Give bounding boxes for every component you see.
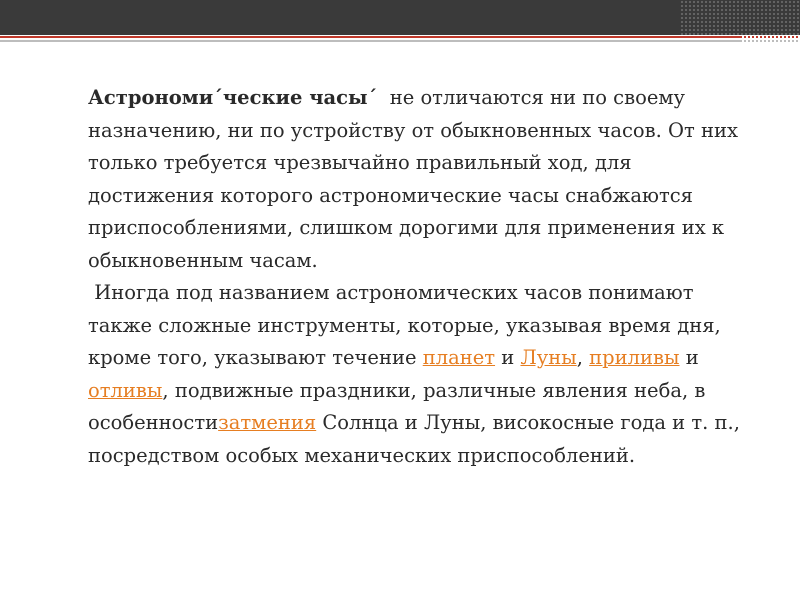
conjunction-and-2: и [685,346,699,369]
grey-rule-dots [740,40,800,42]
link-eclipses[interactable]: затмения [218,411,317,434]
paragraph-2-start: Иногда под названием астрономических часов понимают также сложные инструменты, которые, указывая время дня, кроме того, указывают течение [88,281,721,369]
paragraph-2: Иногда под названием астрономических часов понимают также сложные инструменты, которые, указывая время дня, кроме того, указывают течение планет и Луны, приливы и отливы, подвижные праздники, различные явления неба, в особенностизатмения Солнца и Луны, високосные года и т. п., посредством особых механических приспособлений. [88,281,740,467]
paragraph-2-end: Солнца и Луны, високосные года и т. п., посредством особых механических приспособлений. [88,411,740,467]
paragraph-1 [88,82,748,277]
paragraph-2-middle: подвижные праздники, различные явления неба, в особенности [88,378,706,434]
slide-top-bar [0,0,800,35]
link-planets[interactable]: планет [422,346,496,369]
link-low-tides[interactable]: отливы [88,378,163,402]
red-rule-dots [740,36,800,38]
link-high-tides[interactable]: приливы [589,346,680,369]
link-moon[interactable]: Луны [520,346,577,369]
red-accent-rule [0,36,800,38]
slide-body-text [88,82,748,472]
conjunction-and-1: и [501,346,515,369]
term-title: Астрономи´ческие часы´ [88,86,378,109]
grey-accent-rule [0,40,800,42]
top-bar-dot-pattern [680,0,800,35]
paragraph-1-text: не отличаются ни по своему назначению, ни по устройству от обыкновенных часов. От них только требуется чрезвычайно правильный ход, для достижения которого астрономические часы снабжаются приспособлениями, слишком дорогими для применения их к обыкновенным часам. [88,86,738,272]
